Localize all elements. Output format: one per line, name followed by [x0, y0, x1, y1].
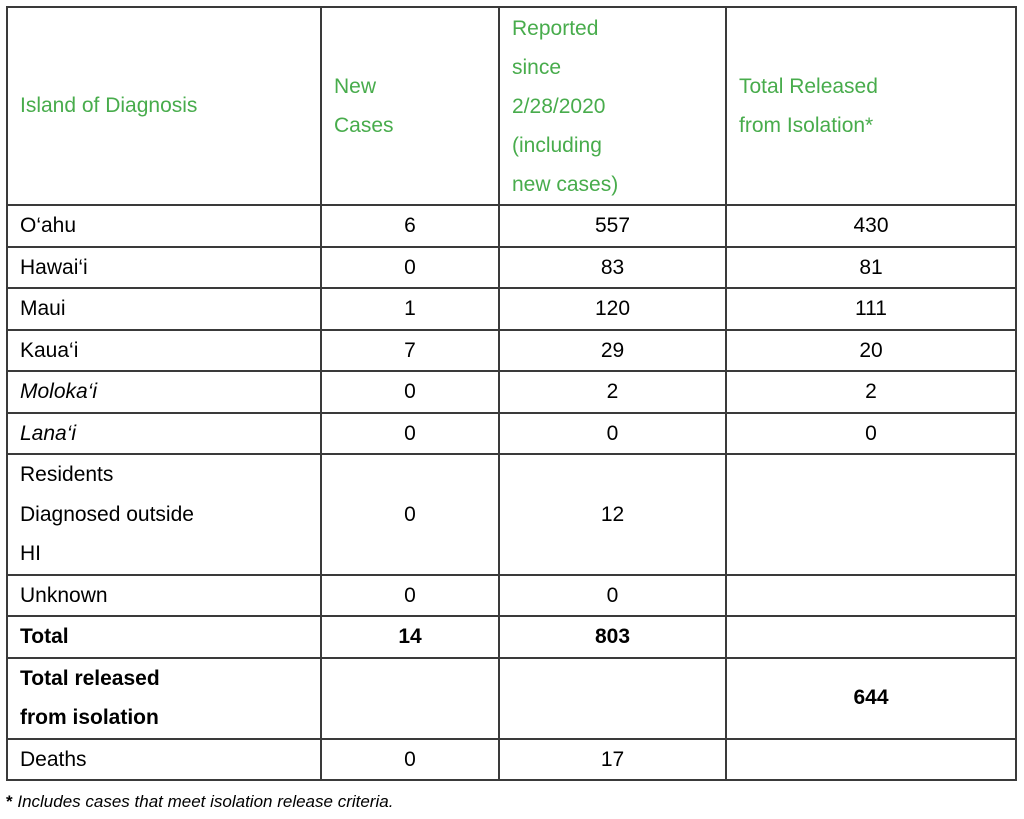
- reported-cell: 0: [499, 413, 726, 455]
- footnote-text: Includes cases that meet isolation release criteria.: [12, 792, 394, 811]
- released-total-row: [7, 658, 1016, 739]
- new-cases-cell: 7: [321, 330, 499, 372]
- reported-cell: 83: [499, 247, 726, 289]
- deaths-label: Deaths: [7, 739, 321, 781]
- table-row: [7, 413, 1016, 455]
- released-total-empty-2: [499, 658, 726, 739]
- table-row: [7, 247, 1016, 289]
- island-cell: Unknown: [7, 575, 321, 617]
- released-cell: [726, 454, 1016, 575]
- deaths-released-empty: [726, 739, 1016, 781]
- released-cell: 2: [726, 371, 1016, 413]
- covid-cases-table-container: [6, 6, 1017, 781]
- new-cases-cell: 0: [321, 413, 499, 455]
- footnote-star: *: [6, 792, 13, 811]
- released-cell: [726, 575, 1016, 617]
- released-cell: 81: [726, 247, 1016, 289]
- new-cases-cell: 0: [321, 575, 499, 617]
- released-cell: 0: [726, 413, 1016, 455]
- table-row: [7, 205, 1016, 247]
- table-header-row: [7, 7, 1016, 205]
- released-cell: 20: [726, 330, 1016, 372]
- reported-cell: 29: [499, 330, 726, 372]
- total-label: Total: [7, 616, 321, 658]
- total-new-cases: 14: [321, 616, 499, 658]
- header-island: Island of Diagnosis: [7, 7, 321, 205]
- island-cell: Moloka‘i: [7, 371, 321, 413]
- deaths-reported: 17: [499, 739, 726, 781]
- reported-cell: 557: [499, 205, 726, 247]
- table-row: [7, 454, 1016, 575]
- island-cell: Residents Diagnosed outside HI: [7, 454, 321, 575]
- new-cases-cell: 1: [321, 288, 499, 330]
- island-cell: Lana‘i: [7, 413, 321, 455]
- table-row: [7, 330, 1016, 372]
- footnote: [6, 792, 393, 812]
- header-reported-since: Reported since 2/28/2020 (including new cases): [499, 7, 726, 205]
- header-total-released: Total Released from Isolation*: [726, 7, 1016, 205]
- total-released-empty: [726, 616, 1016, 658]
- deaths-new: 0: [321, 739, 499, 781]
- deaths-row: [7, 739, 1016, 781]
- island-cell: O‘ahu: [7, 205, 321, 247]
- table-row: [7, 575, 1016, 617]
- total-reported: 803: [499, 616, 726, 658]
- new-cases-cell: 6: [321, 205, 499, 247]
- total-row: [7, 616, 1016, 658]
- reported-cell: 12: [499, 454, 726, 575]
- released-total-value: 644: [726, 658, 1016, 739]
- new-cases-cell: 0: [321, 454, 499, 575]
- island-cell: Kaua‘i: [7, 330, 321, 372]
- new-cases-cell: 0: [321, 371, 499, 413]
- covid-cases-table: [6, 6, 1017, 781]
- island-cell: Hawai‘i: [7, 247, 321, 289]
- table-row: [7, 288, 1016, 330]
- released-cell: 111: [726, 288, 1016, 330]
- new-cases-cell: 0: [321, 247, 499, 289]
- released-total-label: Total released from isolation: [7, 658, 321, 739]
- island-cell: Maui: [7, 288, 321, 330]
- reported-cell: 120: [499, 288, 726, 330]
- reported-cell: 2: [499, 371, 726, 413]
- header-new-cases: New Cases: [321, 7, 499, 205]
- table-row: [7, 371, 1016, 413]
- reported-cell: 0: [499, 575, 726, 617]
- released-total-empty-1: [321, 658, 499, 739]
- released-cell: 430: [726, 205, 1016, 247]
